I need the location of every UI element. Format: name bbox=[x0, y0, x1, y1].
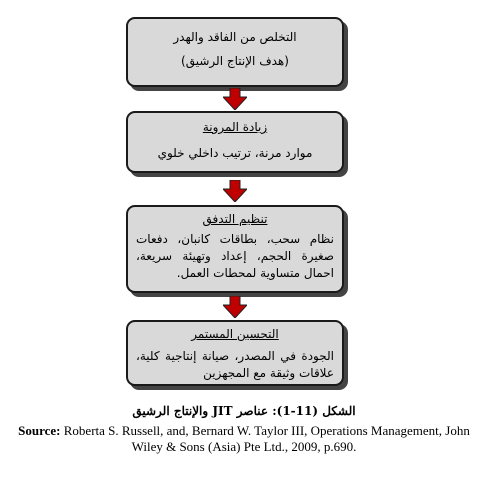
down-arrow-icon bbox=[223, 88, 247, 110]
figure-source bbox=[8, 423, 480, 455]
step-body: نظام سحب، بطاقات كانبان، دفعات صغيرة الحجم، إعداد وتهيئة سريعة، احمال متساوية لمحطات العمل. bbox=[136, 232, 334, 280]
step-title: تنظيم التدفق bbox=[202, 212, 268, 226]
down-arrow-icon bbox=[223, 296, 247, 318]
source-label: Source: bbox=[18, 423, 61, 438]
step-body: الجودة في المصدر، صيانة إنتاجية كلية، علاقات وثيقة مع المجهزين bbox=[136, 349, 334, 380]
step-box-continuous-improvement bbox=[126, 320, 344, 386]
step-box-flexibility bbox=[126, 111, 344, 173]
step-body: موارد مرنة، ترتيب داخلي خلوي bbox=[157, 146, 313, 160]
step-box-flow bbox=[126, 205, 344, 293]
step-box-waste-elimination bbox=[126, 17, 344, 87]
step-title: زيادة المرونة bbox=[202, 120, 268, 134]
figure-caption: الشكل (11-1): عناصر JIT والإنتاج الرشيق bbox=[132, 404, 356, 418]
step-body: (هدف الإنتاج الرشيق) bbox=[181, 54, 289, 68]
source-text: Roberta S. Russell, and, Bernard W. Taylor III, Operations Management, John Wiley & Sons (Asia) Pte Ltd., 2009, p.690. bbox=[63, 423, 470, 454]
step-title: التحسين المستمر bbox=[191, 327, 279, 341]
down-arrow-icon bbox=[223, 180, 247, 202]
step-title: التخلص من الفاقد والهدر bbox=[173, 30, 297, 44]
